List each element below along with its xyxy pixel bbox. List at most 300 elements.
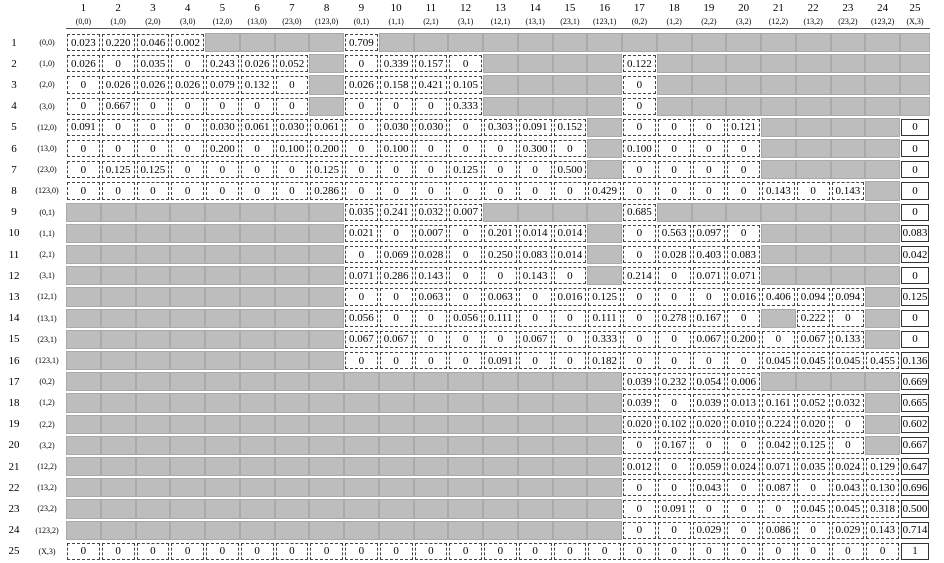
row-state-label: (12,0) (37, 122, 57, 132)
probability-cell: 0 (727, 437, 760, 454)
probability-cell: 0 (623, 161, 656, 178)
unreachable-cell (796, 54, 831, 73)
probability-cell: 0.046 (137, 34, 170, 51)
unreachable-cell (136, 245, 171, 264)
probability-cell: 0.054 (693, 373, 726, 390)
probability-cell: 0.222 (797, 310, 830, 327)
probability-cell: 0 (449, 352, 482, 369)
column-state-label: (1,0) (101, 15, 136, 29)
unreachable-cell (66, 245, 101, 264)
probability-cell: 0.685 (623, 204, 656, 221)
unreachable-cell (170, 372, 205, 391)
unreachable-cell (587, 245, 622, 264)
probability-cell: 0 (241, 543, 274, 560)
unreachable-cell (483, 457, 518, 476)
unreachable-cell (865, 139, 900, 158)
unreachable-cell (205, 287, 240, 306)
probability-cell: 0 (623, 352, 656, 369)
probability-cell: 0 (171, 543, 204, 560)
row-number: 21 (8, 460, 20, 473)
probability-cell: 0 (727, 140, 760, 157)
unreachable-cell (761, 118, 796, 137)
probability-cell: 0.007 (415, 225, 448, 242)
column-number: 12 (460, 1, 472, 14)
unreachable-cell (309, 309, 344, 328)
probability-cell: 0.071 (727, 267, 760, 284)
probability-cell: 0 (415, 98, 448, 115)
probability-cell: 0 (658, 140, 691, 157)
unreachable-cell (414, 436, 449, 455)
unreachable-cell (553, 521, 588, 540)
column-number: 20 (738, 1, 750, 14)
probability-cell: 0 (901, 204, 929, 221)
column-state-label: (13,1) (518, 15, 553, 29)
column-number: 24 (877, 1, 889, 14)
unreachable-cell (379, 415, 414, 434)
probability-cell: 0.087 (762, 479, 795, 496)
unreachable-cell (101, 330, 136, 349)
column-number: 16 (599, 1, 611, 14)
probability-cell: 0.006 (727, 373, 760, 390)
unreachable-cell (553, 393, 588, 412)
probability-cell: 0.333 (449, 98, 482, 115)
unreachable-cell (796, 118, 831, 137)
unreachable-cell (379, 436, 414, 455)
unreachable-cell (831, 139, 866, 158)
probability-cell: 0 (693, 352, 726, 369)
unreachable-cell (379, 478, 414, 497)
probability-cell: 0 (901, 267, 929, 284)
unreachable-cell (66, 351, 101, 370)
probability-cell: 0.016 (554, 288, 587, 305)
column-number: 15 (564, 1, 576, 14)
probability-cell: 0.056 (449, 310, 482, 327)
unreachable-cell (170, 457, 205, 476)
probability-cell: 0.045 (832, 352, 865, 369)
probability-cell: 0 (67, 182, 100, 199)
probability-cell: 0.125 (310, 161, 343, 178)
probability-cell: 0.030 (415, 119, 448, 136)
probability-cell: 0 (727, 182, 760, 199)
unreachable-cell (865, 160, 900, 179)
row-number: 18 (8, 396, 20, 409)
probability-cell: 0.029 (832, 522, 865, 539)
unreachable-cell (587, 224, 622, 243)
probability-cell: 0 (449, 288, 482, 305)
unreachable-cell (136, 436, 171, 455)
unreachable-cell (240, 245, 275, 264)
probability-cell: 0.333 (588, 331, 621, 348)
probability-cell: 0.667 (102, 98, 135, 115)
unreachable-cell (136, 478, 171, 497)
probability-cell: 0 (380, 288, 413, 305)
unreachable-cell (344, 521, 379, 540)
probability-cell: 0.030 (276, 119, 309, 136)
column-number: 13 (494, 1, 506, 14)
probability-cell: 0 (623, 119, 656, 136)
unreachable-cell (275, 372, 310, 391)
probability-cell: 0 (171, 161, 204, 178)
probability-cell: 0.121 (727, 119, 760, 136)
probability-cell: 0.300 (519, 140, 552, 157)
probability-cell: 0.182 (588, 352, 621, 369)
unreachable-cell (587, 457, 622, 476)
probability-cell: 0 (345, 161, 378, 178)
probability-cell: 0 (449, 182, 482, 199)
probability-cell: 0 (415, 331, 448, 348)
probability-cell: 0 (693, 119, 726, 136)
probability-cell: 0 (67, 161, 100, 178)
unreachable-cell (66, 457, 101, 476)
unreachable-cell (205, 351, 240, 370)
probability-cell: 0.071 (345, 267, 378, 284)
probability-cell: 0.696 (901, 479, 929, 496)
probability-cell: 0 (415, 543, 448, 560)
row-state-label: (1,0) (39, 59, 55, 69)
probability-cell: 0.079 (206, 76, 239, 93)
unreachable-cell (483, 33, 518, 52)
probability-cell: 0 (137, 182, 170, 199)
unreachable-cell (240, 287, 275, 306)
probability-cell: 0 (727, 479, 760, 496)
unreachable-cell (865, 97, 900, 116)
probability-cell: 0 (67, 543, 100, 560)
probability-cell: 0.286 (380, 267, 413, 284)
probability-cell: 0 (137, 98, 170, 115)
probability-cell: 0.061 (241, 119, 274, 136)
unreachable-cell (865, 287, 900, 306)
unreachable-cell (205, 436, 240, 455)
probability-cell: 0.039 (693, 394, 726, 411)
unreachable-cell (831, 245, 866, 264)
probability-cell: 1 (901, 543, 929, 560)
probability-cell: 0 (554, 331, 587, 348)
column-state-label: (12,0) (205, 15, 240, 29)
column-state-label: (2,0) (136, 15, 171, 29)
unreachable-cell (865, 33, 900, 52)
unreachable-cell (101, 266, 136, 285)
row-state-label: (13,0) (37, 144, 57, 154)
probability-cell: 0.714 (901, 522, 929, 539)
unreachable-cell (309, 245, 344, 264)
unreachable-cell (900, 97, 930, 116)
unreachable-cell (309, 478, 344, 497)
probability-cell: 0 (623, 225, 656, 242)
unreachable-cell (483, 521, 518, 540)
probability-cell: 0.083 (519, 246, 552, 263)
probability-cell: 0.129 (866, 458, 899, 475)
unreachable-cell (170, 203, 205, 222)
probability-cell: 0 (102, 119, 135, 136)
probability-cell: 0.067 (519, 331, 552, 348)
unreachable-cell (240, 33, 275, 52)
column-number: 7 (289, 1, 295, 14)
unreachable-cell (622, 33, 657, 52)
probability-cell: 0.020 (797, 416, 830, 433)
unreachable-cell (726, 75, 761, 94)
probability-cell: 0 (727, 500, 760, 517)
probability-cell: 0 (762, 543, 795, 560)
unreachable-cell (518, 393, 553, 412)
unreachable-cell (101, 245, 136, 264)
probability-cell: 0 (206, 182, 239, 199)
row-number: 15 (8, 333, 20, 346)
unreachable-cell (136, 203, 171, 222)
probability-cell: 0.161 (762, 394, 795, 411)
unreachable-cell (101, 287, 136, 306)
unreachable-cell (726, 54, 761, 73)
probability-cell: 0.136 (901, 352, 929, 369)
unreachable-cell (170, 224, 205, 243)
probability-cell: 0.200 (206, 140, 239, 157)
probability-cell: 0 (276, 76, 309, 93)
unreachable-cell (275, 203, 310, 222)
probability-cell: 0.167 (658, 437, 691, 454)
unreachable-cell (170, 499, 205, 518)
unreachable-cell (865, 118, 900, 137)
row-number: 11 (8, 248, 20, 261)
unreachable-cell (657, 203, 692, 222)
unreachable-cell (831, 372, 866, 391)
unreachable-cell (275, 393, 310, 412)
unreachable-cell (205, 33, 240, 52)
unreachable-cell (483, 415, 518, 434)
column-number: 21 (772, 1, 784, 14)
unreachable-cell (726, 33, 761, 52)
row-number: 6 (11, 142, 17, 155)
probability-cell: 0 (519, 182, 552, 199)
unreachable-cell (657, 33, 692, 52)
row-state-label: (123,0) (35, 186, 59, 196)
unreachable-cell (309, 75, 344, 94)
probability-cell: 0 (658, 288, 691, 305)
unreachable-cell (170, 521, 205, 540)
probability-cell: 0 (658, 267, 691, 284)
unreachable-cell (344, 499, 379, 518)
unreachable-cell (831, 97, 866, 116)
probability-cell: 0 (171, 98, 204, 115)
unreachable-cell (518, 457, 553, 476)
column-number: 3 (150, 1, 156, 14)
probability-cell: 0.016 (727, 288, 760, 305)
probability-cell: 0 (519, 543, 552, 560)
probability-cell: 0 (519, 288, 552, 305)
row-state-label: (23,1) (37, 334, 57, 344)
unreachable-cell (483, 478, 518, 497)
probability-cell: 0 (554, 182, 587, 199)
probability-cell: 0 (832, 416, 865, 433)
unreachable-cell (170, 245, 205, 264)
probability-cell: 0.007 (449, 204, 482, 221)
column-state-label: (3,0) (170, 15, 205, 29)
row-number: 7 (11, 163, 17, 176)
probability-cell: 0 (623, 331, 656, 348)
unreachable-cell (240, 415, 275, 434)
probability-cell: 0.032 (415, 204, 448, 221)
unreachable-cell (309, 521, 344, 540)
probability-cell: 0 (797, 479, 830, 496)
unreachable-cell (344, 415, 379, 434)
probability-cell: 0.045 (797, 500, 830, 517)
unreachable-cell (796, 97, 831, 116)
probability-cell: 0.709 (345, 34, 378, 51)
probability-cell: 0.125 (449, 161, 482, 178)
unreachable-cell (66, 266, 101, 285)
probability-cell: 0 (623, 522, 656, 539)
unreachable-cell (66, 203, 101, 222)
unreachable-cell (309, 415, 344, 434)
row-number: 5 (11, 121, 17, 134)
unreachable-cell (275, 224, 310, 243)
unreachable-cell (379, 521, 414, 540)
unreachable-cell (483, 203, 518, 222)
unreachable-cell (657, 54, 692, 73)
probability-cell: 0.083 (727, 246, 760, 263)
row-number: 13 (8, 290, 20, 303)
row-state-label: (1,1) (39, 228, 55, 238)
unreachable-cell (587, 436, 622, 455)
row-state-label: (12,2) (37, 462, 57, 472)
probability-cell: 0 (693, 500, 726, 517)
column-state-label: (1,2) (657, 15, 692, 29)
probability-cell: 0.028 (658, 246, 691, 263)
unreachable-cell (414, 499, 449, 518)
probability-cell: 0 (380, 161, 413, 178)
probability-cell: 0.167 (693, 310, 726, 327)
probability-cell: 0 (623, 246, 656, 263)
row-state-label: (23,0) (37, 165, 57, 175)
row-number: 24 (8, 524, 20, 537)
unreachable-cell (275, 478, 310, 497)
probability-cell: 0.241 (380, 204, 413, 221)
unreachable-cell (831, 54, 866, 73)
unreachable-cell (136, 309, 171, 328)
probability-cell: 0 (832, 310, 865, 327)
unreachable-cell (101, 393, 136, 412)
probability-cell: 0 (415, 182, 448, 199)
unreachable-cell (796, 139, 831, 158)
unreachable-cell (136, 372, 171, 391)
probability-cell: 0.026 (345, 76, 378, 93)
unreachable-cell (761, 160, 796, 179)
unreachable-cell (865, 393, 900, 412)
probability-cell: 0 (241, 182, 274, 199)
probability-cell: 0 (554, 267, 587, 284)
probability-cell: 0 (658, 352, 691, 369)
column-number: 9 (358, 1, 365, 14)
unreachable-cell (275, 415, 310, 434)
unreachable-cell (240, 266, 275, 285)
unreachable-cell (240, 330, 275, 349)
column-number: 11 (425, 1, 437, 14)
probability-cell: 0.143 (832, 182, 865, 199)
probability-cell: 0.111 (588, 310, 621, 327)
column-state-label: (X,3) (900, 15, 930, 29)
row-state-label: (0,2) (39, 377, 55, 387)
probability-cell: 0.421 (415, 76, 448, 93)
column-number: 1 (80, 1, 87, 14)
unreachable-cell (309, 54, 344, 73)
unreachable-cell (136, 351, 171, 370)
unreachable-cell (865, 75, 900, 94)
probability-cell: 0 (380, 225, 413, 242)
unreachable-cell (170, 436, 205, 455)
probability-cell: 0.125 (102, 161, 135, 178)
probability-cell: 0.071 (762, 458, 795, 475)
unreachable-cell (831, 118, 866, 137)
probability-cell: 0.043 (693, 479, 726, 496)
probability-cell: 0 (658, 182, 691, 199)
row-number: 25 (8, 545, 20, 558)
probability-cell: 0 (137, 543, 170, 560)
probability-cell: 0 (449, 267, 482, 284)
probability-cell: 0.021 (345, 225, 378, 242)
unreachable-cell (796, 33, 831, 52)
unreachable-cell (587, 33, 622, 52)
unreachable-cell (275, 436, 310, 455)
unreachable-cell (448, 478, 483, 497)
row-state-label: (3,2) (39, 440, 55, 450)
probability-cell: 0.214 (623, 267, 656, 284)
unreachable-cell (831, 33, 866, 52)
column-state-label: (23,1) (553, 15, 588, 29)
unreachable-cell (309, 436, 344, 455)
probability-cell: 0.429 (588, 182, 621, 199)
column-state-label: (0,2) (622, 15, 657, 29)
column-number: 19 (703, 1, 715, 14)
column-number: 18 (668, 1, 680, 14)
row-number: 19 (8, 418, 20, 431)
unreachable-cell (448, 521, 483, 540)
probability-cell: 0 (102, 543, 135, 560)
column-state-label: (13,2) (796, 15, 831, 29)
unreachable-cell (726, 203, 761, 222)
probability-cell: 0 (484, 267, 517, 284)
probability-cell: 0.002 (171, 34, 204, 51)
probability-cell: 0 (623, 500, 656, 517)
probability-cell: 0.094 (797, 288, 830, 305)
probability-cell: 0.143 (415, 267, 448, 284)
probability-cell: 0.039 (623, 394, 656, 411)
probability-cell: 0.500 (901, 500, 929, 517)
unreachable-cell (66, 415, 101, 434)
unreachable-cell (344, 457, 379, 476)
probability-cell: 0.303 (484, 119, 517, 136)
probability-cell: 0.102 (658, 416, 691, 433)
unreachable-cell (761, 372, 796, 391)
unreachable-cell (205, 499, 240, 518)
unreachable-cell (414, 521, 449, 540)
probability-cell: 0.143 (519, 267, 552, 284)
probability-cell: 0.647 (901, 458, 929, 475)
unreachable-cell (344, 436, 379, 455)
unreachable-cell (761, 54, 796, 73)
probability-cell: 0.157 (415, 55, 448, 72)
probability-cell: 0 (727, 522, 760, 539)
unreachable-cell (761, 33, 796, 52)
probability-cell: 0 (310, 543, 343, 560)
unreachable-cell (136, 457, 171, 476)
unreachable-cell (66, 393, 101, 412)
unreachable-cell (205, 203, 240, 222)
unreachable-cell (275, 33, 310, 52)
unreachable-cell (275, 245, 310, 264)
column-state-label: (12,1) (483, 15, 518, 29)
unreachable-cell (587, 139, 622, 158)
unreachable-cell (587, 266, 622, 285)
probability-cell: 0 (171, 55, 204, 72)
probability-cell: 0.014 (554, 246, 587, 263)
